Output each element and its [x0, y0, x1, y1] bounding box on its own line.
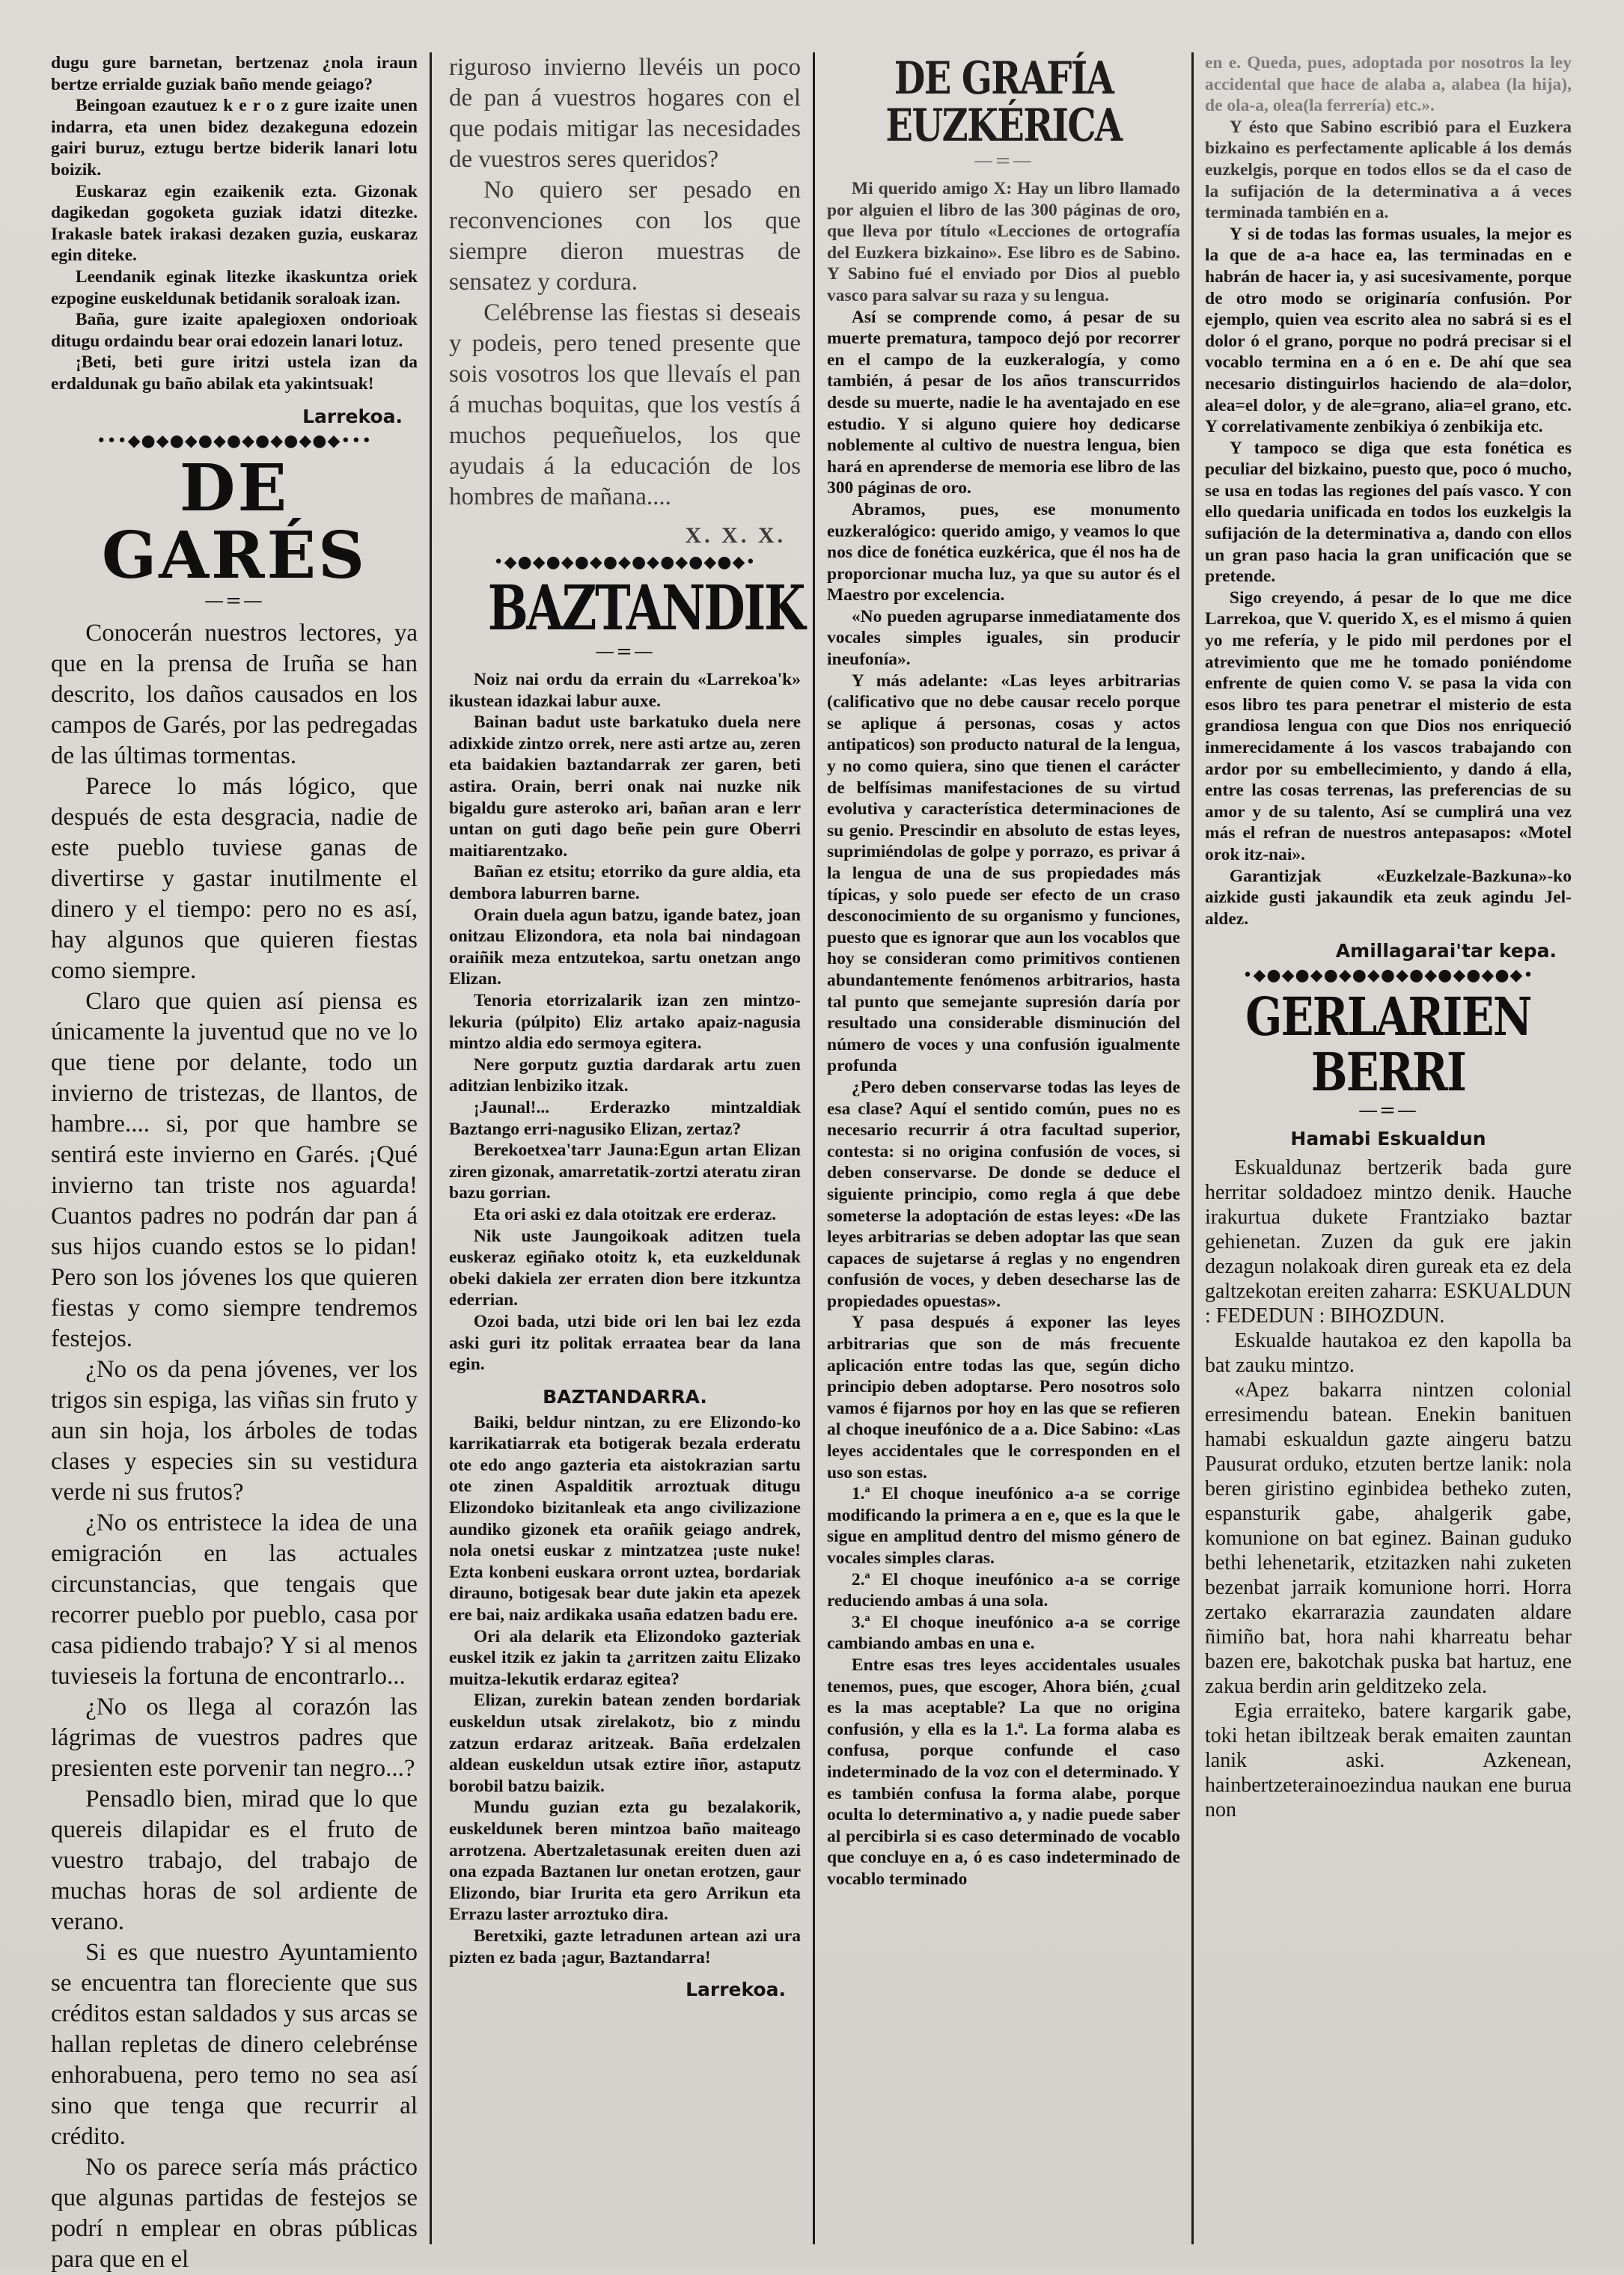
signature: Amillagarai'tar kepa. [1335, 940, 1557, 962]
paragraph: Mi querido amigo X: Hay un libro llamado por alguien el libro de las 300 páginas de oro, que lleva por título «Lecciones de ortografía del Euzkera bizkaino». Ese libro es de Sabino. Y Sabino fué el enviado por Dios al pueblo vasco para salvar su raza y su lengua. [827, 179, 1180, 305]
paragraph: Beretxiki, gazte letradunen artean azi ura pizten ez bada ¡agur, Baztandarra! [449, 1926, 801, 1967]
paragraph: ¿No os entristece la idea de una emigración en las actuales circunstancias, que tengais que recorrer pueblo por pueblo, casa por casa pidiendo trabajo? Y si al menos tuvieseis la fortuna de encontrarlo... [51, 1509, 418, 1691]
column-rule [813, 52, 815, 2244]
paragraph: Nik uste Jaungoikoak aditzen tuela euskeraz egiñako otoitz k, eta euzkeldunak obeki dakiela zer erraten dion bere itzkuntza ederrian. [449, 1226, 801, 1310]
column-3 [827, 52, 1180, 2244]
paragraph: Conocerán nuestros lectores, ya que en la prensa de Iruña se han descrito, los daños causados en los campos de Garés, por las pedregadas de las últimas tormentas. [51, 620, 418, 770]
paragraph: Tenoria etorrizalarik izan zen mintzo-lekuria (púlpito) Eliz artako apaiz-nagusia mintzo aldia edo sermoya egitera. [449, 991, 801, 1054]
paragraph: ¡Beti, beti gure iritzi ustela izan da erdaldunak gu baño abilak eta yakintsuak! [51, 352, 418, 394]
signature: Larrekoa. [686, 1979, 786, 2001]
column-rule [430, 52, 432, 2244]
ornament-divider: •••◆●◆●◆●◆●◆●◆●◆●◆••• [96, 431, 373, 451]
paragraph: «No pueden agruparse inmediatamente dos vocales simples iguales, sin producir ineufonía». [827, 606, 1180, 670]
paragraph: Abramos, pues, ese monumento euzkeralógico: querido amigo, y veamos lo que nos dice de fonética euzkérica, que él nos ha de proporcionar mucha luz, ya que su autor és el Maestro por excelencia. [827, 499, 1180, 605]
paragraph: en e. Queda, pues, adoptada por nosotros la ley accidental que hace de alaba a, alabea (la hija), de ola-a, olea(la ferrería) etc.». [1205, 53, 1572, 116]
paragraph: Entre esas tres leyes accidentales usuales tenemos, pues, que escoger, Ahora bién, ¿cual es la mas aceptable? La que no origina confusión, y ella es la 1.ª. La forma alaba es confusa, porque confunde el caso indeterminado de la voz con el determinado. Y es también confusa la forma alabe, porque oculta lo determinativo a, y nadie puede saber al percibirla si es caso determinado de vocablo que concluye en a, ó es caso indeterminado de vocablo terminado [827, 1655, 1180, 1889]
paragraph: Y más adelante: «Las leyes arbitrarias (calificativo que no debe causar recelo porque se aplique á personas, cosas y actos antipaticos) son producto natural de la lengua, y no como quiera, sino que tienen el carácter de belfísimas manifestaciones de su virtud evolutiva y característica determinaciones de su genio. Prescindir en absoluto de estas leyes, suprimiéndolas de golpe y porrazo, es privar á la lengua de una de sus propiedades más típicas, y solo puede ser efecto de un craso desconocimiento de su organismo y funciones, puesto que es ignorar que aun los vocablos que hoy se consideran como primitivos contienen abundantemente fenómenos arbitrarios, hasta tal punto que semejante supresión daría por resultado una considerable disminución del número de voces y una confusión igualmente profunda [827, 671, 1180, 1076]
paragraph: 3.ª El choque ineufónico a-a se corrige cambiando ambas en una e. [827, 1612, 1180, 1654]
headline: BAZTANDIK [487, 572, 805, 644]
headline: GERLARIEN BERRI [1245, 986, 1531, 1103]
paragraph: Y pasa después á exponer las leyes arbitrarias que son de más frecuente aplicación entre todas las que, según dicho principio deben adoptarse. Pero nosotros solo vamos é fijarnos por hoy en las que se refieren al choque ineufónico de a a. Dice Sabino: «Las leyes accidentales que le corresponden en el uso son estas. [827, 1313, 1180, 1482]
dash-divider: —=— [204, 590, 264, 613]
headline: DE GARÉS [101, 450, 367, 593]
paragraph: ¿No os llega al corazón las lágrimas de vuestros padres que presienten este porvenir tan negro...? [51, 1694, 418, 1783]
paragraph: ¡Jaunal!... Erderazko mintzaldiak Baztango erri-nagusiko Elizan, zertaz? [449, 1097, 801, 1139]
signature: Larrekoa. [302, 405, 403, 427]
paragraph: No quiero ser pesado en reconvenciones con los que siempre dieron muestras de sensatez y cordura. [449, 177, 801, 296]
paragraph: Elizan, zurekin batean zenden bordariak euskeldun utsak zirelakotz, bio z mindu zatzun erdaraz aritzeak. Baña erdelzalen aldean euskeldun utsak eztire iñor, astaputz borobil batzu baizik. [449, 1691, 801, 1796]
paragraph: Eskualdunaz bertzerik bada gure herritar soldadoez mintzo denik. Hauche irakurtua dukete Frantziako baztar gehienetan. Zuzen da guk ere jakin dezagun nolakoak diren gureak eta ez dela galtzekotan ereiten zaharra: ESKUALDUN : FEDEDUN : BIHOZDUN. [1205, 1156, 1572, 1328]
paragraph: Euskaraz egin ezaikenik ezta. Gizonak dagikedan gogoketa guziak idatzi ditezke. Irakasle batek irakasi dezaken guzia, euskaraz egin diteke. [51, 181, 418, 266]
dash-divider: —=— [1358, 1099, 1418, 1123]
paragraph: Bainan badut uste barkatuko duela nere adixkide zintzo orrek, nere asti artze au, zeren eta baidakien baztandarrak zer garen, beti astira. Orain, berri onak nai nuzke nik bigaldu gure asteroko ari, bañan aran e lerr untan on guti dago beñe pein gure Oberri maitiarentzako. [449, 712, 801, 861]
signature: BAZTANDARRA. [543, 1385, 707, 1408]
paragraph: Garantizjak «Euzkelzale-Bazkuna»-ko aizkide gusti jakaundik eta zeuk agindu Jel-aldez. [1205, 866, 1572, 929]
paragraph: Así se comprende como, á pesar de su muerte prematura, tampoco dejó por recorrer en el campo de la euzkeralogía, y como también, á pesar de los años transcurridos desde su muerte, nadie le ha aventajado en ese estudio. Y si alguno quiere hoy dedicarse noblemente al cultivo de nuestra lengua, bien hará en aprenderse de memoria ese libro de las 300 páginas de oro. [827, 307, 1180, 498]
dash-divider: —=— [595, 641, 655, 664]
paragraph: Leendanik eginak litezke ikaskuntza oriek ezpogine euskeldunak betidanik soraloak izan. [51, 266, 418, 308]
article-grafia-continuation [1205, 52, 1572, 962]
ornament-divider: •◆●◆●◆●◆●◆●◆●◆●◆●◆• [493, 553, 757, 572]
paragraph: Baiki, beldur nintzan, zu ere Elizondo-ko karrikatiarrak eta botigerak bezala erderatu ote edo ango gazteria eta aistokrazian sartu ote zinen Aspalditik arroztuak ditugu Elizondoko bizitanleak eta ango civilizazione aundiko gizonek eta orañik geiago andrek, nola onetsi euskar z mintzatzea ¡uste nuke! Ezta konbeni euskara orront uztea, bordariak dirauno, botigesak bear dute jakin eta apezek ere bai, naiz ardikaka usaña edatzen badu ere. [449, 1412, 801, 1625]
dash-divider: —=— [974, 150, 1034, 172]
paragraph: 1.ª El choque ineufónico a-a se corrige modificando la primera a en e, que es la que le sigue en amplitud dentro del mismo género de vocales simples claras. [827, 1484, 1180, 1568]
article-basque-continuation [51, 52, 418, 427]
paragraph: Claro que quien así piensa es únicamente la juventud que no ve lo que tiene por delante, todo un invierno de tristezas, de llantos, de hambre.... si, por que hambre se sentirá este invierno en Garés. ¡Qué invierno tan triste nos aguarda! Cuantos padres no podrán dar pan á sus hijos cuando estos se lo pidan! Pero son los jóvenes los que quieren fiestas y como siempre tendremos festejos. [51, 988, 418, 1353]
paragraph: Orain duela agun batzu, igande batez, joan onitzau Elizondora, eta nola bai nindagoan oraiñik meza entzutekoa, sartu onetzan ango Elizan. [449, 905, 801, 989]
paragraph: Y si de todas las formas usuales, la mejor es la que de a-a hace ea, las terminadas en e habrán de hacer ia, y asi sucesivamente, porque de otro modo se originaría confusión. Por ejemplo, quien vea escrito alea no sabrá si es el dolor ó el grano, porque no podrá precisar si el vocablo termina en a ó en e. De ahí que sea necesario distinguirlos haciendo de ala=dolor, alea=el dolor, y de ale=grano, alia=el grano, etc. Y correlativamente zenbikiya ó zenbikija etc. [1205, 224, 1572, 437]
paragraph: Mundu guzian ezta gu bezalakorik, euskeldunek beren mintzoa baño maiteago arrotzena. Abertzaletasunak ereiten duen azi ona ezpada Baztanen lur onetan erotzen, gaur Elizondo, biar Irurita eta gero Arrikun eta Errazu laster arroztuko dira. [449, 1798, 801, 1925]
paragraph: Noiz nai ordu da errain du «Larrekoa'k» ikustean idazkai labur auxe. [449, 670, 801, 711]
article-de-gares [51, 618, 418, 2275]
paragraph: Baña, gure izaite apalegioxen ondorioak ditugu ordaindu bear orai edozein lanari lotuz. [51, 310, 418, 351]
paragraph: riguroso invierno llevéis un poco de pan á vuestros hogares con el que podais mitigar las necesidades de vuestros seres queridos? [449, 54, 801, 173]
paragraph: «Apez bakarra nintzen colonial erresimendu batean. Enekin banituen hamabi eskualdun gazte aingeru batzu Pausurat orduko, etzuten bertze lanik: nola beren giristino eginbidea betheko zuten, espansturik gabe, ahalgerik gabe, komunione on bat eginez. Bainan guduko bethi lehenetarik, etzitazken nahi zuketen bezenbat jarraik komunione horri. Horra zertako ekarrarazia zaundaten aldare ñimiño bat, hora nahi kharreatu behar bazen ere, bakotchak puska bat hartuz, ene zakua berdin arin gelditzeko zela. [1205, 1378, 1572, 1699]
paragraph: Beingoan ezautuez k e r o z gure izaite unen indarra, eta unen bidez dezakeguna edozein gairi buruz, eztugu bertze biderik lanari lotu boizik. [51, 96, 418, 180]
article-gerlarien-berri [1205, 1155, 1572, 1822]
ornament-divider: •◆●◆●◆●◆●◆●◆●◆●◆●◆●◆• [1242, 966, 1534, 986]
paragraph: Parece lo más lógico, que después de esta desgracia, nadie de este pueblo tuviese ganas de divertirse y gastar inutilmente el dinero y el tiempo: pero no es así, hay algunos que quieren fiestas como siempre. [51, 773, 418, 985]
paragraph: Bañan ez etsitu; etorriko da gure aldia, eta dembora laburren barne. [449, 862, 801, 904]
column-4 [1205, 52, 1572, 2244]
paragraph: ¿No os da pena jóvenes, ver los trigos sin espiga, las viñas sin fruto y aun sin hoja, los árboles de todas clases y especies sin su vestidura verde ni sus frutos? [51, 1356, 418, 1506]
article-de-gares-continuation [449, 52, 801, 549]
paragraph: Y tampoco se diga que esta fonética es peculiar del bizkaino, puesto que, poco ó mucho, se usa en todas las regiones del país vasco. Y con ello quedaria unificada en todos los euzkelgis la sufijación de la determinativa a, dando con ellos un gran paso hacia la gran unificación que se pretende. [1205, 438, 1572, 587]
paragraph: Eskualde hautakoa ez den kapolla ba bat zauku mintzo. [1205, 1329, 1572, 1378]
column-rule [1191, 52, 1194, 2244]
column-1 [51, 52, 418, 2274]
column-2 [449, 52, 805, 2244]
paragraph: Berekoetxea'tarr Jauna:Egun artan Elizan ziren gizonak, amarretatik-zortzi ateratu ziran bazu gorrian. [449, 1140, 801, 1203]
paragraph: Sigo creyendo, á pesar de lo que me dice Larrekoa, que V. querido X, es el mismo á quien yo me refería, y le pido mil perdones por el atrevimiento que me he tomado poniéndome enfrente de quien como V. se pasa la vida con esos libro tes para penetrar el misterio de esta grandiosa lengua con que Dios nos enriqueció inmerecidamente á los vascos trabajando con ardor por su embellecimiento, y dando á ella, entre las cosas terrenas, las preferencias de su amor y de su talento, Así se cumplirá una vez más el refran de nuestros antepasapos: «Motel orok itz-nai». [1205, 587, 1572, 864]
headline: DE GRAFÍA EUZKÉRICA [885, 52, 1122, 152]
paragraph: Nere gorputz guztia dardarak artu zuen aditzian lenbiziko itzak. [449, 1054, 801, 1096]
paragraph: 2.ª El choque ineufónico a-a se corrige reduciendo ambas á una sola. [827, 1569, 1180, 1611]
paragraph: Ori ala delarik eta Elizondoko gazteriak euskel itzik ez jakin ta ¿arritzen zaitu Elizako muitza-lekutik erdaraz egitea? [449, 1626, 801, 1689]
article-baztandik [449, 669, 801, 2000]
paragraph: dugu gure barnetan, bertzenaz ¿nola iraun bertze errialde guziak baño mende geiago? [51, 53, 418, 94]
subheading: Hamabi Eskualdun [1290, 1128, 1486, 1150]
paragraph: Eta ori aski ez dala otoitzak ere erderaz. [473, 1204, 777, 1224]
paragraph: Pensadlo bien, mirad que lo que quereis dilapidar es el fruto de vuestro trabajo, del trabajo de muchas horas de sol ardiente de verano. [51, 1786, 418, 1936]
article-grafia-euzkerica [827, 178, 1180, 1890]
paragraph: ¿Pero deben conservarse todas las leyes de esa clase? Aquí el sentido común, pues no es necesario recurrir á otra facultad superior, contesta: si no origina confusión de voces, si deben conservarse. De donde se deduce el siguiente principio, como regla á que debe someterse la adoptación de estas leyes: «De las leyes arbitrarias se deben adoptar las que sean capaces de sujetarse á reglas y no engendren confusión de voces, y deben desecharse las de propiedades opuestas». [827, 1077, 1180, 1311]
paragraph: Celébrense las fiestas si deseais y podeis, pero tened presente que sois vosotros los que llevaís el pan á muchas boquitas, que los vestís á muchos pequeñuelos, los que ayudais á la educación de los hombres de mañana.... [449, 299, 801, 510]
paragraph: Egia erraiteko, batere kargarik gabe, toki hetan ibiltzeak berak emaiten zauntan lanik aski. Azkenean, hainbertzeterainoezindua naukan ene burua non [1205, 1700, 1572, 1822]
paragraph: Y ésto que Sabino escribió para el Euzkera bizkaino es perfectamente aplicable á los demás euzkelgis, porque en todos ellos se da el caso de la sufijación de la determinativa a á veces terminada también en a. [1205, 117, 1572, 223]
paragraph: No os parece sería más práctico que algunas partidas de festejos se podrí n emplear en obras públicas para que en el [51, 2154, 418, 2274]
paragraph: Si es que nuestro Ayuntamiento se encuentra tan floreciente que sus créditos estan saldados y sus arcas se hallan repletas de dinero celebrénse enhorabuena, pero temo no sea así sino que tenga que recurrir al crédito. [51, 1939, 418, 2151]
signature: X. X. X. [685, 523, 786, 548]
paragraph: Ozoi bada, utzi bide ori len bai lez ezda aski guri itz politak erraatea bear da lana egin. [449, 1311, 801, 1375]
